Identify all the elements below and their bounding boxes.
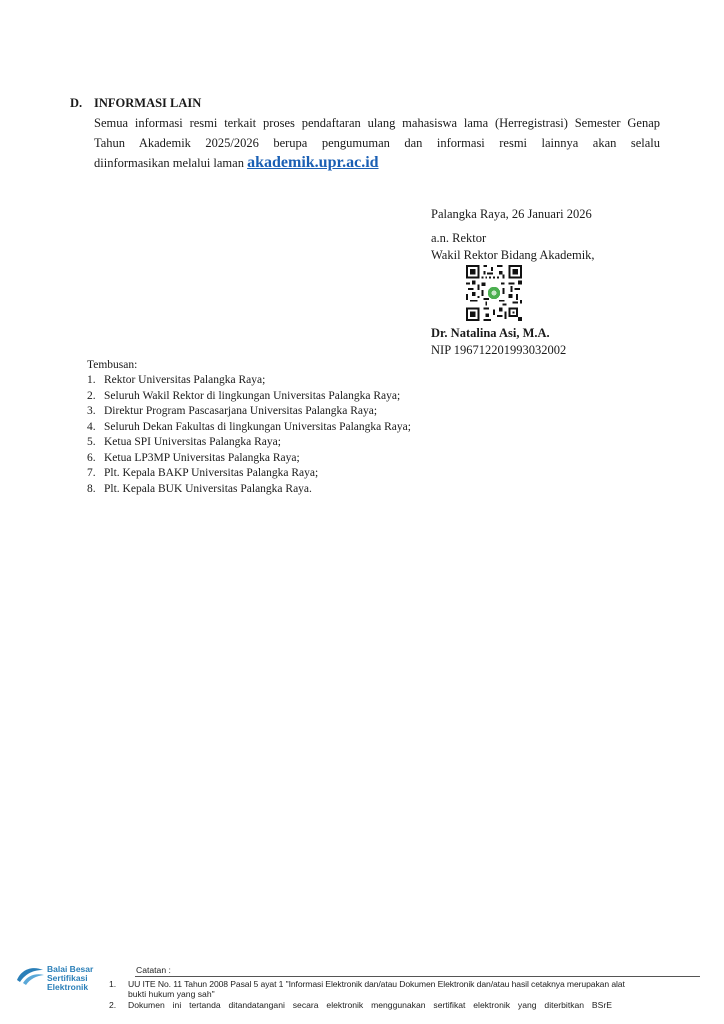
- list-item-text: Plt. Kepala BAKP Universitas Palangka Raya;: [104, 467, 319, 479]
- list-item-number: 2.: [87, 389, 96, 402]
- list-item: [87, 466, 411, 482]
- place-date: Palangka Raya, 26 Januari 2026: [431, 207, 592, 221]
- list-item: [87, 482, 411, 498]
- signer-name: Dr. Natalina Asi, M.A.: [431, 326, 550, 340]
- note-text: Dokumen ini tertanda ditandatangani secara elektronik menggunakan sertifikat elektronik yang diterbitkan BSrE: [128, 1000, 612, 1010]
- list-item: [87, 389, 411, 405]
- logo-line: Balai Besar: [47, 964, 94, 974]
- list-item: [87, 435, 411, 451]
- section-paragraph: [94, 113, 660, 173]
- paragraph-line-prefix: diinformasikan melalui laman: [94, 156, 244, 170]
- on-behalf: a.n. Rektor: [431, 231, 487, 245]
- paragraph-line: [94, 153, 660, 173]
- akademik-link[interactable]: akademik.upr.ac.id: [247, 154, 379, 171]
- list-item-number: 4.: [87, 420, 96, 433]
- list-item: [87, 373, 411, 389]
- list-item-number: 6.: [87, 451, 96, 464]
- qr-code-icon: [466, 265, 522, 321]
- list-item-text: Ketua LP3MP Universitas Palangka Raya;: [104, 451, 300, 464]
- list-item-text: Seluruh Dekan Fakultas di lingkungan Universitas Palangka Raya;: [104, 420, 411, 433]
- tembusan-list: [87, 373, 411, 497]
- section-title: INFORMASI LAIN: [94, 96, 202, 110]
- section-letter: D.: [70, 96, 83, 110]
- bsre-logo-text: [47, 965, 93, 992]
- list-item-text: Ketua SPI Universitas Palangka Raya;: [104, 436, 281, 448]
- signer-nip: NIP 196712201993032002: [431, 343, 567, 357]
- list-item-number: 1.: [87, 374, 96, 386]
- note-number: 2.: [109, 1000, 117, 1010]
- footer-divider: [135, 976, 700, 977]
- note-text: UU ITE No. 11 Tahun 2008 Pasal 5 ayat 1 "Informasi Elektronik dan/atau Dokumen Elektronik dan/atau hasil cetaknya merupakan alat: [128, 979, 625, 989]
- logo-line: Elektronik: [47, 982, 89, 992]
- note-text: bukti hukum yang sah": [128, 989, 215, 999]
- list-item: [87, 420, 411, 436]
- note-number: 1.: [109, 979, 117, 989]
- catatan-label: Catatan :: [136, 965, 171, 975]
- list-item-text: Plt. Kepala BUK Universitas Palangka Raya.: [104, 482, 312, 495]
- list-item-text: Seluruh Wakil Rektor di lingkungan Universitas Palangka Raya;: [104, 389, 401, 402]
- signer-position: Wakil Rektor Bidang Akademik,: [431, 248, 595, 262]
- tembusan-title: Tembusan:: [87, 359, 138, 371]
- list-item-number: 7.: [87, 467, 96, 479]
- list-item-number: 8.: [87, 482, 96, 495]
- list-item-number: 5.: [87, 436, 96, 448]
- paragraph-line: Semua informasi resmi terkait proses pendaftaran ulang mahasiswa lama (Herregistrasi) Semester Genap: [94, 116, 660, 130]
- paragraph-line: Tahun Akademik 2025/2026 berupa pengumuman dan informasi resmi lainnya akan selalu: [94, 136, 660, 150]
- list-item-text: Direktur Program Pascasarjana Universitas Palangka Raya;: [104, 405, 378, 417]
- list-item-text: Rektor Universitas Palangka Raya;: [104, 374, 266, 386]
- logo-line: Sertifikasi: [47, 973, 88, 983]
- list-item: [87, 404, 411, 420]
- list-item: [87, 451, 411, 467]
- list-item-number: 3.: [87, 405, 96, 417]
- bsre-logo-icon: [14, 964, 46, 988]
